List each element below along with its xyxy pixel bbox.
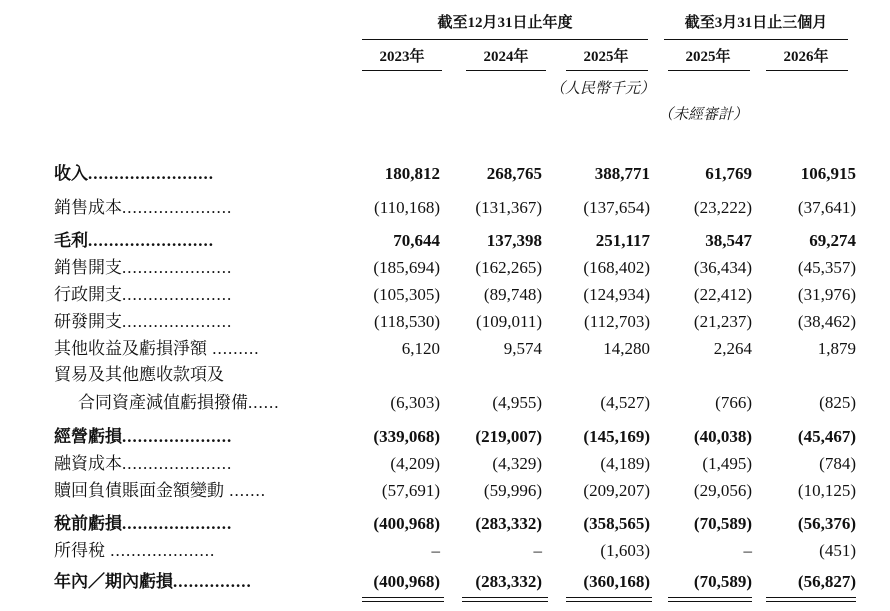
year-header-2024: 2024年 (483, 49, 529, 65)
value-cell: (145,169) (583, 427, 650, 446)
value-cell: (70,589) (693, 514, 752, 533)
value-cell: (1,495) (702, 454, 752, 473)
table-row (0, 196, 890, 220)
year-header-2023: 2023年 (379, 49, 425, 65)
value-cell: (162,265) (475, 258, 542, 277)
double-underline (668, 601, 752, 602)
double-underline (362, 601, 444, 602)
value-cell: (209,207) (583, 481, 650, 500)
leader-dots: ........................ (88, 231, 214, 250)
leader-dots: ..................... (122, 312, 233, 331)
table-row (0, 337, 890, 361)
value-cell: (283,332) (475, 514, 542, 533)
value-cell: 2,264 (713, 339, 752, 358)
table-row (0, 363, 890, 387)
double-underline (566, 597, 652, 598)
value-cell: – (743, 541, 752, 560)
unit-note: （人民幣千元） (550, 81, 656, 97)
value-cell: (4,189) (600, 454, 650, 473)
value-cell: (10,125) (797, 481, 856, 500)
leader-dots: .................... (105, 541, 216, 560)
double-underline (462, 597, 548, 598)
row-label (54, 283, 340, 307)
year-header-2025: 2025年 (583, 49, 629, 65)
row-label-text: 研發開支 (54, 312, 122, 331)
leader-dots: ..................... (122, 258, 233, 277)
value-cell: 14,280 (603, 339, 650, 358)
value-cell: 268,765 (486, 164, 542, 183)
value-cell: (784) (819, 454, 856, 473)
value-cell: (40,038) (693, 427, 752, 446)
value-cell: (112,703) (584, 312, 650, 331)
table-row (0, 479, 890, 503)
leader-dots: ....... (224, 481, 266, 500)
table-row (0, 452, 890, 476)
value-cell: (29,056) (693, 481, 752, 500)
value-cell: 61,769 (705, 164, 752, 183)
group-underline (664, 39, 848, 40)
table-row (0, 162, 890, 186)
double-underline (566, 601, 652, 602)
row-label-text: 合同資產減值虧損撥備 (78, 393, 248, 412)
leader-dots: ..................... (122, 285, 233, 304)
row-label-text: 其他收益及虧損淨額 (54, 339, 207, 358)
table-row (0, 310, 890, 334)
row-label (54, 425, 340, 449)
row-label-text: 行政開支 (54, 285, 122, 304)
row-label-text: 收入 (54, 164, 88, 183)
value-cell: (45,467) (797, 427, 856, 446)
value-cell: 106,915 (800, 164, 856, 183)
value-cell: (131,367) (475, 198, 542, 217)
value-cell: (451) (819, 541, 856, 560)
row-label (54, 229, 340, 253)
table-row (0, 539, 890, 563)
row-label (54, 452, 340, 476)
value-cell: (31,976) (797, 285, 856, 304)
value-cell: 6,120 (401, 339, 440, 358)
value-cell: (56,827) (797, 572, 856, 591)
value-cell: (109,011) (476, 312, 542, 331)
row-label-text: 貿易及其他應收款項及 (54, 365, 224, 384)
value-cell: (4,329) (492, 454, 542, 473)
value-cell: (70,589) (693, 572, 752, 591)
value-cell: (4,527) (600, 393, 650, 412)
value-cell: (283,332) (475, 572, 542, 591)
value-cell: (4,209) (390, 454, 440, 473)
value-cell: (89,748) (483, 285, 542, 304)
row-label-text: 毛利 (54, 231, 88, 250)
value-cell: (825) (819, 393, 856, 412)
row-label (54, 539, 340, 563)
value-cell: (4,955) (492, 393, 542, 412)
row-label-text: 年內／期內虧損 (54, 572, 173, 591)
value-cell: (1,603) (600, 541, 650, 560)
value-cell: (6,303) (390, 393, 440, 412)
leader-dots: ..................... (122, 198, 233, 217)
group-underline (362, 39, 648, 40)
row-label (54, 479, 340, 503)
year-underline (668, 70, 750, 71)
value-cell: (400,968) (373, 514, 440, 533)
leader-dots: ..................... (122, 454, 233, 473)
double-underline (766, 597, 856, 598)
year-underline (766, 70, 848, 71)
header-year-end-group: 截至12月31日止年度 (437, 15, 573, 31)
row-label-text: 所得稅 (54, 541, 105, 560)
value-cell: 137,398 (486, 231, 542, 250)
row-label (78, 391, 340, 415)
year-header-2025-q: 2025年 (685, 49, 731, 65)
value-cell: (21,237) (693, 312, 752, 331)
table-row (0, 283, 890, 307)
row-label-text: 銷售開支 (54, 258, 122, 277)
double-underline (462, 601, 548, 602)
value-cell: 69,274 (809, 231, 856, 250)
value-cell: – (431, 541, 440, 560)
value-cell: (56,376) (797, 514, 856, 533)
year-underline (466, 70, 546, 71)
double-underline (362, 597, 444, 598)
table-row (0, 229, 890, 253)
value-cell: (59,996) (483, 481, 542, 500)
year-header-2026-q: 2026年 (783, 49, 829, 65)
row-label (54, 256, 340, 280)
value-cell: (22,412) (693, 285, 752, 304)
leader-dots: ........................ (88, 164, 214, 183)
value-cell: 1,879 (817, 339, 856, 358)
value-cell: (360,168) (583, 572, 650, 591)
leader-dots: ......... (207, 339, 260, 358)
double-underline (766, 601, 856, 602)
value-cell: (118,530) (374, 312, 440, 331)
unaudited-note: （未經審計） (658, 107, 749, 123)
header-three-months-group: 截至3月31日止三個月 (684, 15, 828, 31)
value-cell: (105,305) (373, 285, 440, 304)
table-row (0, 570, 890, 594)
value-cell: (23,222) (693, 198, 752, 217)
value-cell: (57,691) (381, 481, 440, 500)
year-underline (566, 70, 648, 71)
value-cell: 38,547 (705, 231, 752, 250)
value-cell: (168,402) (583, 258, 650, 277)
value-cell: (358,565) (583, 514, 650, 533)
value-cell: (36,434) (693, 258, 752, 277)
row-label (54, 337, 340, 361)
value-cell: 251,117 (595, 231, 650, 250)
leader-dots: ...... (248, 393, 280, 412)
value-cell: (45,357) (797, 258, 856, 277)
value-cell: (766) (715, 393, 752, 412)
row-label (54, 310, 340, 334)
table-row (0, 512, 890, 536)
value-cell: (219,007) (475, 427, 542, 446)
table-row (0, 391, 890, 415)
row-label-text: 融資成本 (54, 454, 122, 473)
value-cell: – (533, 541, 542, 560)
value-cell: (339,068) (373, 427, 440, 446)
row-label (54, 196, 340, 220)
row-label-text: 經營虧損 (54, 427, 122, 446)
value-cell: (137,654) (583, 198, 650, 217)
value-cell: 70,644 (393, 231, 440, 250)
table-row (0, 425, 890, 449)
row-label-text: 稅前虧損 (54, 514, 122, 533)
leader-dots: ..................... (122, 514, 233, 533)
row-label-text: 銷售成本 (54, 198, 122, 217)
value-cell: (38,462) (797, 312, 856, 331)
leader-dots: ............... (173, 572, 252, 591)
value-cell: (185,694) (373, 258, 440, 277)
row-label (54, 162, 340, 186)
row-label (54, 363, 340, 387)
table-row (0, 256, 890, 280)
leader-dots: ..................... (122, 427, 233, 446)
value-cell: 180,812 (384, 164, 440, 183)
value-cell: (124,934) (583, 285, 650, 304)
double-underline (668, 597, 752, 598)
row-label (54, 512, 340, 536)
value-cell: 388,771 (594, 164, 650, 183)
year-underline (362, 70, 442, 71)
value-cell: (400,968) (373, 572, 440, 591)
value-cell: (37,641) (797, 198, 856, 217)
value-cell: (110,168) (374, 198, 440, 217)
row-label (54, 570, 340, 594)
row-label-text: 贖回負債賬面金額變動 (54, 481, 224, 500)
value-cell: 9,574 (503, 339, 542, 358)
